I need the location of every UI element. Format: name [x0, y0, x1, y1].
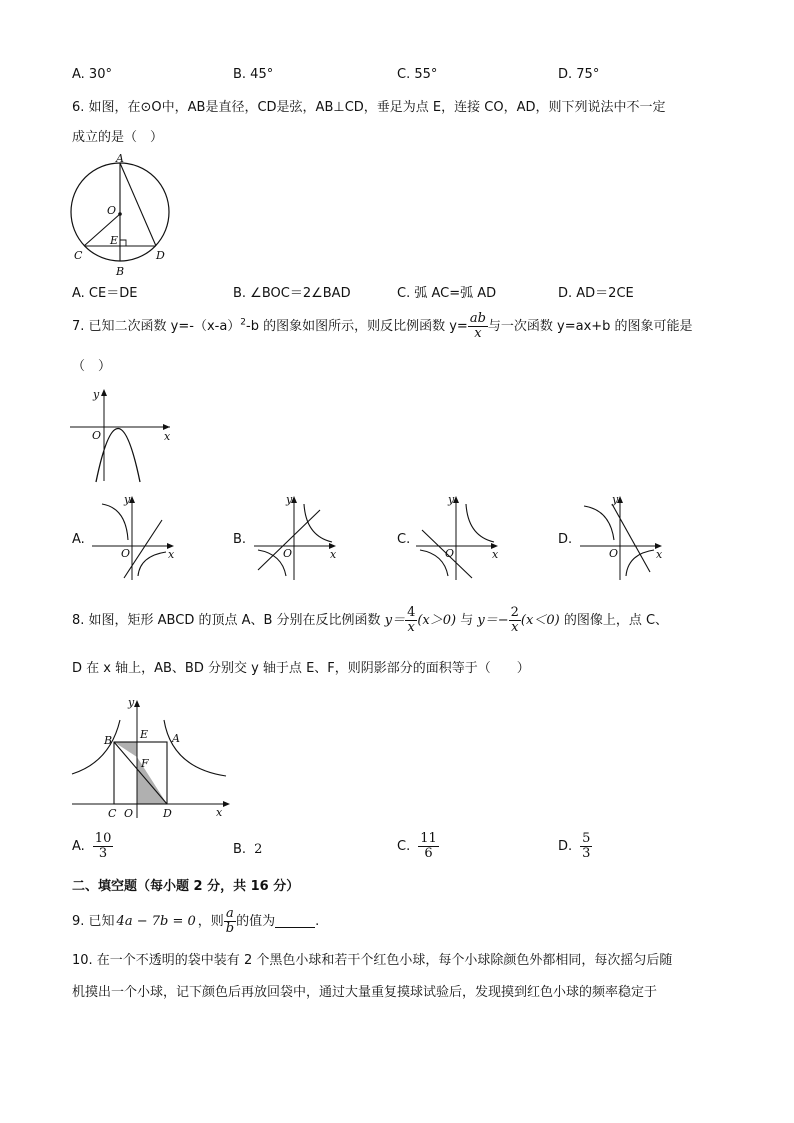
q8-f1-lhs: y＝ — [384, 613, 406, 628]
q9-answer-blank[interactable] — [275, 915, 315, 928]
q5-option-a: A. 30° — [72, 67, 112, 82]
q7-parabola-figure — [66, 385, 178, 485]
curve-left — [72, 720, 120, 774]
svg-text:E: E — [140, 728, 149, 741]
q8-mid: 与 — [460, 613, 474, 628]
svg-text:O: O — [445, 547, 455, 560]
q6-option-b: B. ∠BOC＝2∠BAD — [233, 286, 351, 301]
q7-option-b-letter: B. — [233, 532, 247, 547]
svg-text:D: D — [163, 807, 172, 820]
section-title-fill-in: 二、填空题（每小题 2 分，共 16 分） — [72, 879, 300, 894]
svg-text:y: y — [286, 493, 293, 506]
q7-option-a-letter: A. — [72, 532, 85, 547]
svg-text:x: x — [656, 548, 663, 561]
q10-stem-line1: 10. 在一个不透明的袋中装有 2 个黑色小球和若干个红色小球，每个小球除颜色外都相同，每次摇匀后随 — [72, 953, 673, 968]
q6-option-a: A. CE＝DE — [72, 286, 138, 301]
q10-stem-line2: 机摸出一个小球，记下颜色后再放回袋中，通过大量重复摸球试验后，发现摸到红色小球的频率稳定于 — [72, 985, 658, 1000]
label-a: A — [116, 152, 124, 165]
label-e: E — [110, 234, 119, 247]
svg-text:B: B — [104, 734, 113, 747]
q9-stem: 9. 已知 4a − 7b = 0 ，则 $\frac{a}{b}$ 的值为 . — [72, 906, 320, 936]
curve-right — [164, 720, 226, 776]
q7-option-a-graph — [88, 490, 180, 582]
q7-option-c-letter: C. — [397, 532, 411, 547]
q9-fraction-a-over-b: $\frac{a}{b}$ — [225, 906, 235, 936]
q8-rectangle-figure — [68, 692, 238, 822]
svg-text:y: y — [448, 493, 455, 506]
q7-stem-b: -b 的图象如图所示，则反比例函数 y= — [246, 319, 468, 334]
q7-option-d-letter: D. — [558, 532, 573, 547]
svg-text:F: F — [141, 757, 149, 770]
q7-stem-c: 与一次函数 y=ax+b 的图象可能是 — [487, 319, 693, 334]
segment-ad — [120, 163, 156, 246]
q6-stem-line2: 成立的是（ ） — [72, 130, 164, 145]
q7-square: 2 — [240, 317, 247, 328]
q8-f1-cond: (x＞0) — [417, 613, 457, 628]
svg-text:C: C — [108, 807, 117, 820]
q7-option-b-graph — [250, 490, 342, 582]
q8-fraction-4-over-x: $\frac{4}{x}$ — [407, 605, 416, 635]
q7-stem-a: 7. 已知二次函数 y=-（x-a） — [72, 319, 241, 334]
q6-option-c: C. 弧 AC=弧 AD — [397, 286, 497, 301]
svg-text:A: A — [172, 732, 180, 745]
svg-text:y: y — [93, 388, 100, 401]
q9-equation: 4a − 7b = 0 — [116, 913, 196, 929]
svg-text:y: y — [124, 493, 131, 506]
q7-option-d-graph — [576, 490, 668, 582]
svg-text:x: x — [492, 548, 499, 561]
q8-option-a: A. $\frac{10}{3}$ — [72, 831, 112, 861]
svg-text:y: y — [612, 493, 619, 506]
svg-text:x: x — [168, 548, 175, 561]
svg-text:O: O — [121, 547, 131, 560]
q7-fraction-ab-over-x: $\frac{ab}{x}$ — [469, 311, 486, 341]
q8-stem-a: 8. 如图，矩形 ABCD 的顶点 A、B 分别在反比例函数 — [72, 613, 381, 628]
q5-option-b: B. 45° — [233, 67, 274, 82]
label-b: B — [116, 265, 125, 278]
q6-option-d: D. AD＝2CE — [558, 286, 634, 301]
center-dot — [118, 212, 122, 216]
svg-text:x: x — [216, 806, 223, 819]
q5-option-c: C. 55° — [397, 67, 438, 82]
svg-text:O: O — [92, 429, 102, 442]
svg-text:O: O — [609, 547, 619, 560]
svg-text:y: y — [128, 696, 135, 709]
q7-stem-line1 — [72, 312, 693, 341]
right-angle-mark — [120, 240, 126, 246]
q8-option-d: D. $\frac{5}{3}$ — [558, 831, 591, 861]
q8-option-b: B. 2 — [233, 842, 263, 857]
q7-stem-line2: （ ） — [72, 359, 112, 374]
q8-f2-cond: (x＜0) — [520, 613, 560, 628]
q8-stem-line1 — [72, 606, 668, 635]
svg-text:O: O — [283, 547, 293, 560]
q8-stem-line2: D 在 x 轴上，AB、BD 分别交 y 轴于点 E、F，则阴影部分的面积等于（ ） — [72, 661, 530, 676]
svg-text:x: x — [330, 548, 337, 561]
svg-text:O: O — [124, 807, 134, 820]
label-o: O — [107, 204, 117, 217]
q6-circle-figure — [66, 152, 176, 280]
parabola-curve — [96, 429, 140, 483]
q8-f2-lhs: y＝− — [477, 613, 509, 628]
svg-text:x: x — [164, 430, 171, 443]
q7-option-c-graph — [412, 490, 504, 582]
q8-stem-end: 的图像上，点 C、 — [563, 613, 669, 628]
label-c: C — [74, 249, 83, 262]
q6-stem-line1: 6. 如图，在⊙O中，AB是直径，CD是弦，AB⊥CD，垂足为点 E，连接 CO，AD，则下列说法中不一定 — [72, 100, 666, 115]
label-d: D — [156, 249, 165, 262]
q5-option-d: D. 75° — [558, 67, 600, 82]
q8-fraction-2-over-x: $\frac{2}{x}$ — [510, 605, 519, 635]
q8-option-c: C. $\frac{11}{6}$ — [397, 831, 437, 861]
